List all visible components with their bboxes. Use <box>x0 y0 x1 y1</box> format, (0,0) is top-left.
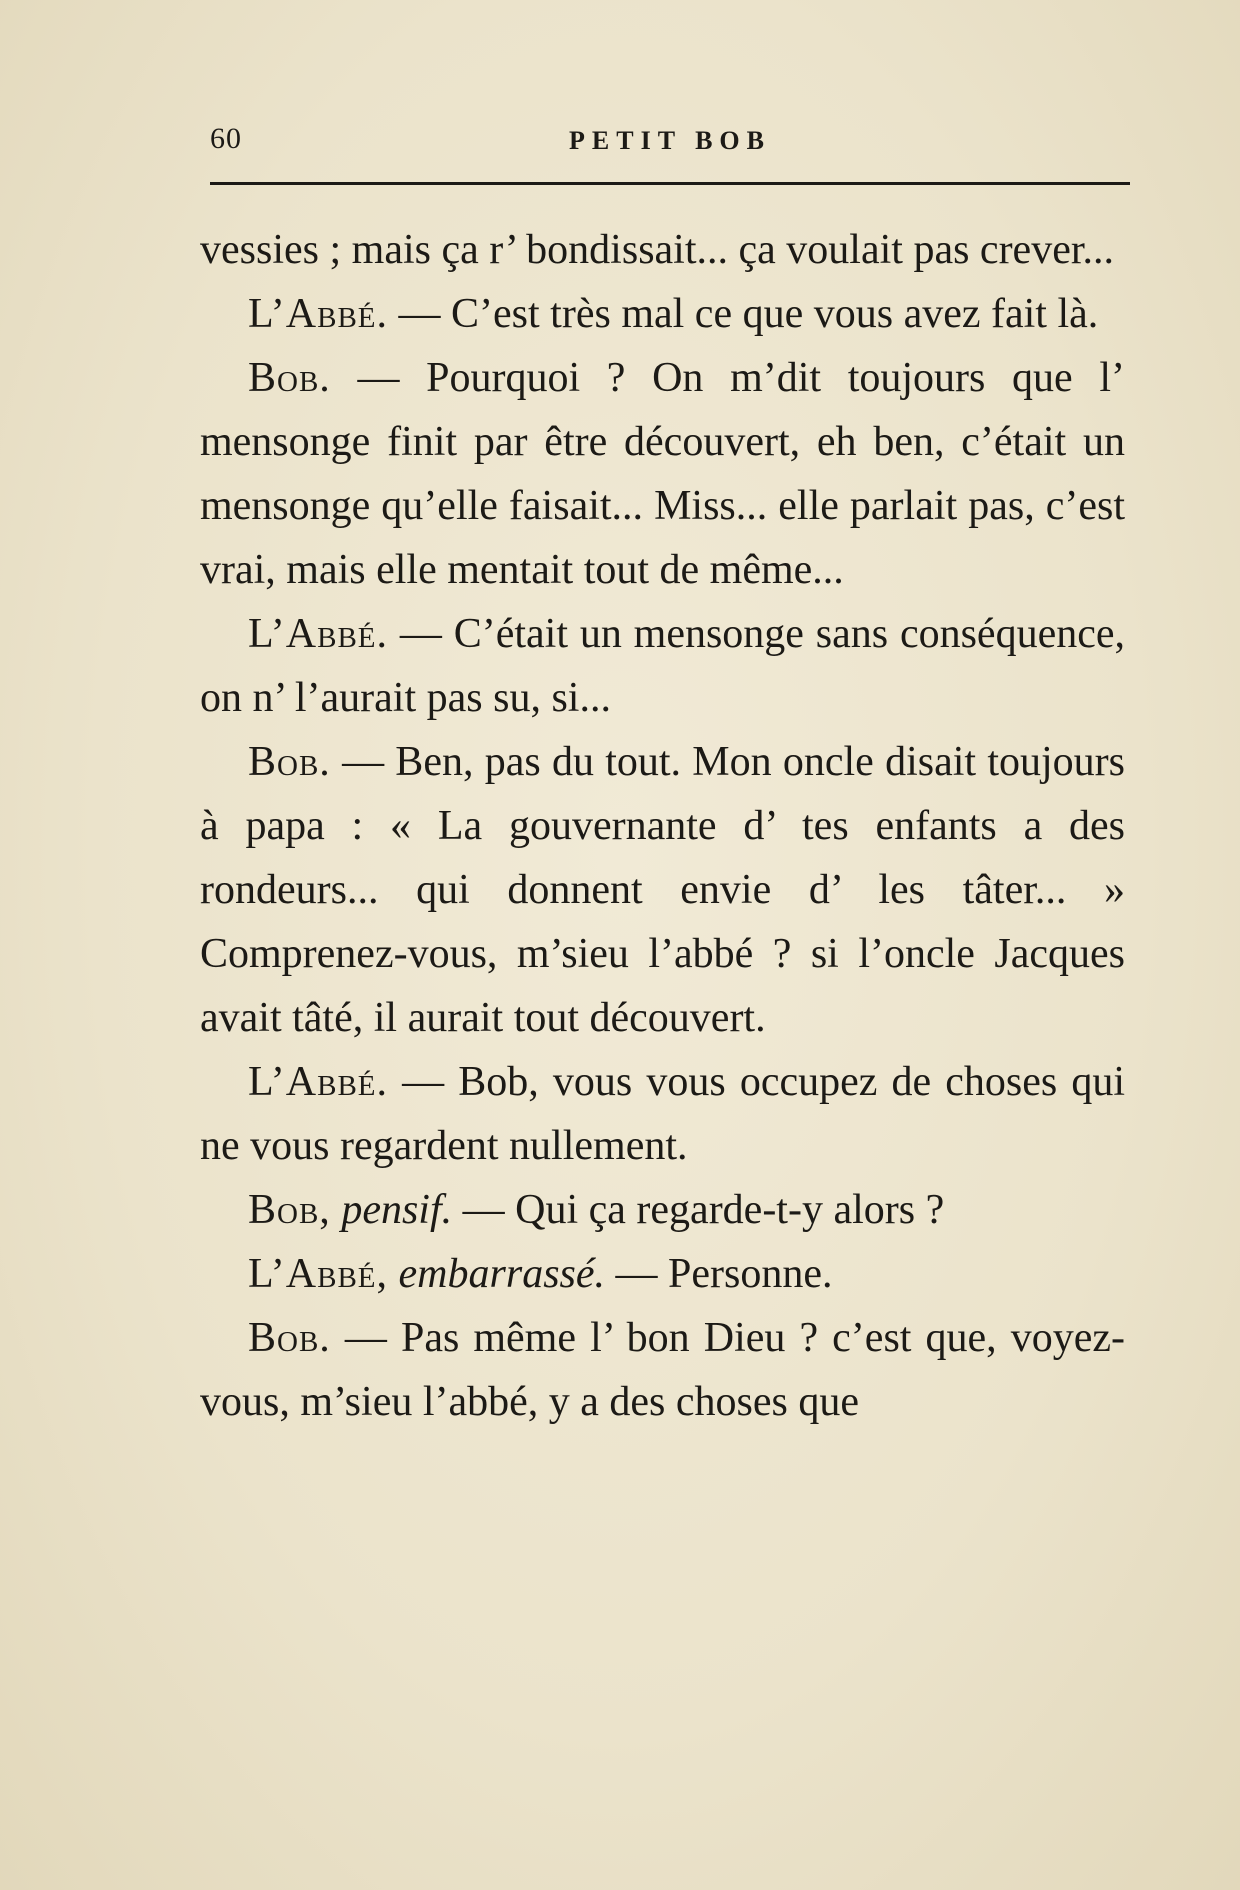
paragraph-text: — C’est très mal ce que vous avez fait là. <box>398 291 1099 337</box>
paragraph <box>200 1178 1125 1242</box>
speaker-name: Bob. <box>248 355 331 401</box>
paragraph-text: — Bob, vous vous occupez de choses qui ne vous regardent nullement. <box>200 1059 1126 1169</box>
paragraph-text: — Personne. <box>615 1251 833 1297</box>
page-header <box>210 118 1130 168</box>
stage-direction: embarrassé. <box>398 1251 606 1297</box>
stage-direction: pensif. <box>341 1187 453 1233</box>
speaker-name: Bob. <box>248 1315 331 1361</box>
paragraph <box>200 218 1125 282</box>
speaker-name: Bob. <box>248 739 331 785</box>
speaker-name: L’Abbé. <box>248 291 389 337</box>
header-rule <box>210 182 1130 185</box>
paragraph-text: — Pas même l’ bon Dieu ? c’est que, voyez-vous, m’sieu l’abbé, y a des choses que <box>200 1315 1126 1425</box>
running-title: PETIT BOB <box>569 126 771 155</box>
paragraph-text: vessies ; mais ça r’ bondissait... ça voulait pas crever... <box>200 227 1115 273</box>
page-number: 60 <box>210 122 242 155</box>
paragraph-text: — Ben, pas du tout. Mon oncle disait toujours à papa : « La gouvernante d’ tes enfants a des rondeurs... qui donnent envie d’ les tâter... » Comprenez-vous, m’sieu l’abbé ? si l’oncle Jacques avait tâté, il aurait tout découvert. <box>200 739 1125 1041</box>
speaker-name: Bob, <box>248 1187 331 1233</box>
paragraph-text: — Pourquoi ? On m’dit toujours que l’ mensonge finit par être découvert, eh ben, c’était un mensonge qu’elle faisait... Miss... elle parlait pas, c’est vrai, mais elle mentait tout de même... <box>200 355 1125 593</box>
paragraph-text: — C’était un mensonge sans conséquence, on n’ l’aurait pas su, si... <box>200 611 1125 721</box>
paragraph <box>200 1050 1125 1178</box>
paragraph <box>200 346 1125 602</box>
paragraph <box>200 730 1125 1050</box>
body-text <box>200 218 1125 1434</box>
paragraph <box>200 602 1125 730</box>
paragraph-text: — Qui ça regarde-t-y alors ? <box>462 1187 945 1233</box>
paragraph <box>200 1306 1125 1434</box>
speaker-name: L’Abbé, <box>248 1251 389 1297</box>
paragraph <box>200 1242 1125 1306</box>
speaker-name: L’Abbé. <box>248 1059 389 1105</box>
paragraph <box>200 282 1125 346</box>
speaker-name: L’Abbé. <box>248 611 389 657</box>
